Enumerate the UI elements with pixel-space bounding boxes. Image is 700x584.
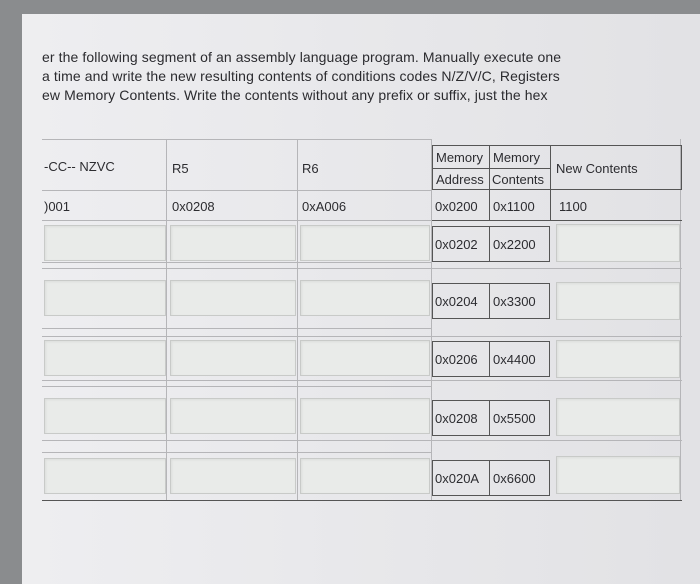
new-contents-input[interactable] [556, 340, 680, 378]
cc-answer-input[interactable] [44, 458, 166, 494]
r5-answer-input[interactable] [170, 340, 296, 376]
memory-column-divider [489, 400, 490, 436]
initial-cc-value: )001 [44, 199, 71, 214]
memory-contents: 0x6600 [493, 471, 536, 486]
instruction-line: ew Memory Contents. Write the contents without any prefix or suffix, just the hex [42, 87, 548, 103]
column-divider [297, 139, 298, 500]
row-rule [42, 440, 682, 441]
instruction-line: er the following segment of an assembly language program. Manually execute one [42, 49, 562, 65]
header-r5: R5 [172, 161, 189, 176]
memory-contents: 0x3300 [493, 294, 536, 309]
header-memory-address-1: Memory [436, 150, 483, 165]
column-divider [431, 139, 432, 500]
new-contents-input[interactable] [556, 456, 680, 494]
r5-answer-input[interactable] [170, 398, 296, 434]
r5-answer-input[interactable] [170, 225, 296, 261]
cc-answer-input[interactable] [44, 340, 166, 376]
row-rule [42, 268, 682, 269]
new-contents-value: 1100 [559, 199, 587, 214]
memory-column-divider [550, 145, 551, 220]
instructions-text [42, 48, 682, 105]
r6-answer-input[interactable] [300, 340, 430, 376]
memory-header-split [432, 168, 550, 169]
cc-answer-input[interactable] [44, 280, 166, 316]
header-memory-address-2: Address [436, 172, 484, 187]
memory-column-divider [489, 226, 490, 262]
memory-column-divider [489, 145, 490, 220]
memory-column-divider [489, 283, 490, 319]
new-contents-input[interactable] [556, 282, 680, 320]
memory-address: 0x0204 [435, 294, 478, 309]
column-divider [680, 139, 681, 500]
row-rule [42, 328, 432, 329]
r5-answer-input[interactable] [170, 458, 296, 494]
header-memory-contents-2: Contents [492, 172, 545, 187]
table-top-rule [42, 139, 432, 140]
memory-address: 0x0208 [435, 411, 478, 426]
memory-address: 0x020A [435, 471, 480, 486]
row-rule [42, 452, 432, 453]
memory-contents: 0x4400 [493, 352, 536, 367]
new-contents-input[interactable] [556, 398, 680, 436]
new-contents-input[interactable] [556, 224, 680, 262]
cc-answer-input[interactable] [44, 398, 166, 434]
r6-answer-input[interactable] [300, 280, 430, 316]
memory-column-divider [489, 460, 490, 496]
row-rule [42, 380, 682, 381]
cc-answer-input[interactable] [44, 225, 166, 261]
row-rule [42, 336, 682, 337]
header-r6: R6 [302, 161, 319, 176]
header-rule [42, 190, 432, 191]
memory-contents: 0x1100 [493, 199, 535, 214]
memory-contents: 0x5500 [493, 411, 536, 426]
table-bottom-rule [42, 500, 682, 501]
memory-row-rule [432, 220, 682, 221]
memory-address: 0x0202 [435, 237, 478, 252]
r6-answer-input[interactable] [300, 458, 430, 494]
memory-contents: 0x2200 [493, 237, 536, 252]
r6-answer-input[interactable] [300, 225, 430, 261]
memory-column-divider [489, 341, 490, 377]
row-rule [42, 262, 432, 263]
memory-address: 0x0200 [435, 199, 478, 214]
r5-answer-input[interactable] [170, 280, 296, 316]
instruction-line: a time and write the new resulting contents of conditions codes N/Z/V/C, Registers [42, 68, 560, 84]
header-cc: -CC-- NZVC [44, 159, 115, 174]
row-rule [42, 220, 432, 221]
memory-address: 0x0206 [435, 352, 478, 367]
column-divider [166, 139, 167, 500]
initial-r5-value: 0x0208 [172, 199, 215, 214]
r6-answer-input[interactable] [300, 398, 430, 434]
row-rule [42, 386, 432, 387]
header-memory-contents-1: Memory [493, 150, 540, 165]
initial-r6-value: 0xA006 [302, 199, 347, 214]
header-new-contents: New Contents [556, 161, 638, 176]
